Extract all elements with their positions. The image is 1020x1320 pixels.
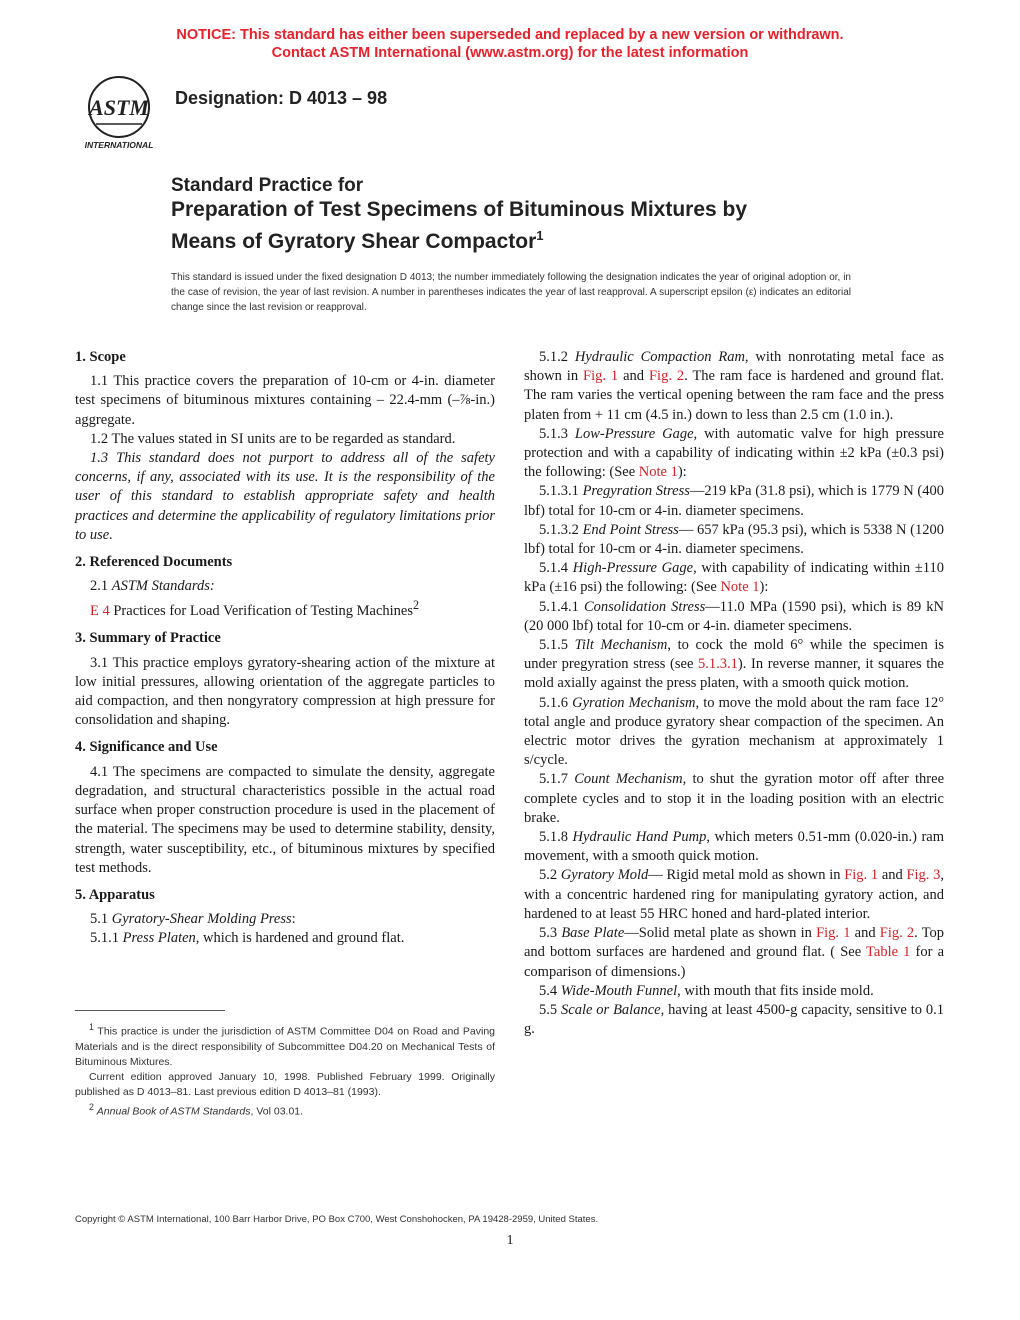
left-column bbox=[75, 348, 495, 949]
title-pre: Standard Practice for bbox=[171, 175, 364, 196]
notice-banner bbox=[0, 26, 1020, 62]
label: End Point Stress bbox=[582, 521, 679, 538]
para-5-1-4 bbox=[524, 559, 944, 597]
num: 5.1.4.1 bbox=[539, 598, 579, 615]
para-5-1-1-num: 5.1.1 bbox=[90, 930, 119, 947]
text: — 657 kPa (95.3 psi), which is 5338 N (1200 lbf) total for 10-cm or 4-in. diameter specimens. bbox=[524, 521, 944, 558]
section-summary-heading: 3. Summary of Practice bbox=[75, 630, 221, 647]
para-5-1-1-label: Press Platen bbox=[122, 930, 196, 947]
footnote-1-marker: 1 bbox=[89, 1022, 94, 1032]
text: , with capability of indicating within ±110 kPa (±16 psi) the following: (See bbox=[524, 560, 944, 596]
footnote-2-label: Annual Book of ASTM Standards bbox=[96, 1105, 251, 1117]
footnote-2-text: , Vol 03.01. bbox=[250, 1105, 304, 1117]
text: , to shut the gyration motor off after three complete cycles and to stop it in the loading position with an electric brake. bbox=[524, 771, 945, 826]
para-5-1 bbox=[75, 910, 495, 929]
para-5-1-2 bbox=[524, 348, 944, 425]
issuance-statement: This standard is issued under the fixed designation D 4013; the number immediately following the designation indicates the year of original adoption or, in the case of revision, the year of last revision. A number in parentheses indicates the year of last reapproval. A superscript epsilon (ε) indicates an editorial change since the last revision or reapproval. bbox=[171, 272, 851, 313]
title-line-2-text: Means of Gyratory Shear Compactor bbox=[171, 230, 537, 253]
section-scope-heading: 1. Scope bbox=[75, 349, 126, 365]
astm-logo bbox=[76, 74, 162, 154]
text: , with mouth that fits inside mold. bbox=[677, 982, 874, 999]
para-5-5 bbox=[524, 1001, 944, 1039]
page-number: 1 bbox=[506, 1233, 514, 1248]
footnote-1 bbox=[75, 1020, 495, 1070]
section-referenced-docs-heading: 2. Referenced Documents bbox=[75, 554, 233, 571]
num: 5.1.5 bbox=[539, 637, 568, 654]
text: , with automatic valve for high pressure protection and with a capability of indicating within ±2 kPa (±0.3 psi) the following: (See bbox=[524, 425, 944, 481]
para-5-1-label: Gyratory-Shear Molding Press bbox=[111, 911, 292, 928]
para-5-1-1 bbox=[75, 929, 495, 948]
designation: Designation: D 4013 – 98 bbox=[175, 88, 388, 108]
para-5-1-3-1 bbox=[524, 482, 944, 520]
para-2-1-label: ASTM Standards: bbox=[111, 578, 215, 595]
text: and bbox=[878, 867, 907, 884]
para-5-1-3 bbox=[524, 425, 944, 483]
note-1-link[interactable]: Note 1 bbox=[638, 464, 678, 481]
text: , to move the mold about the ram face 12° total angle and produce gyratory shear compaction of the specimen. An electric motor drives the gyration mechanism at approximately 1 s/cycle. bbox=[524, 694, 945, 769]
fig-1-link[interactable]: Fig. 1 bbox=[844, 867, 879, 884]
copyright: Copyright © ASTM International, 100 Barr Harbor Drive, PO Box C700, West Conshohocken, PA 19428-2959, United States. bbox=[75, 1214, 599, 1225]
fig-1-link[interactable]: Fig. 1 bbox=[816, 925, 851, 942]
num: 5.1.8 bbox=[539, 829, 568, 846]
label: Hydraulic Hand Pump bbox=[572, 829, 707, 846]
label: Count Mechanism bbox=[574, 771, 683, 788]
title-footnote-ref[interactable]: 1 bbox=[536, 228, 544, 243]
num: 5.1.3.1 bbox=[539, 483, 579, 500]
para-5-1-8 bbox=[524, 828, 944, 866]
fig-2-link[interactable]: Fig. 2 bbox=[879, 925, 915, 942]
text: . The ram face is hardened and ground flat. The ram varies the vertical opening between the ram face and the press platen from + 11 cm (4.5 in.) down to less than 2.5 cm (1.0 in.). bbox=[524, 368, 944, 423]
document-title bbox=[171, 175, 931, 255]
label: High-Pressure Gage bbox=[572, 560, 694, 577]
num: 5.5 bbox=[539, 1001, 558, 1018]
text: —219 kPa (31.8 psi), which is 1779 N (400 lbf) total for 10-cm or 4-in. diameter specimens. bbox=[524, 483, 944, 519]
num: 5.2 bbox=[539, 867, 558, 884]
para-5-3 bbox=[524, 924, 944, 982]
astm-logo-text: ASTM bbox=[89, 95, 149, 120]
para-2-1-num: 2.1 bbox=[90, 578, 109, 595]
section-significance-heading: 4. Significance and Use bbox=[75, 739, 218, 756]
fig-1-link[interactable]: Fig. 1 bbox=[583, 368, 619, 385]
label: Pregyration Stress bbox=[582, 483, 690, 500]
para-1-2: 1.2 The values stated in SI units are to be regarded as standard. bbox=[90, 430, 456, 447]
title-line-1: Preparation of Test Specimens of Bituminous Mixtures by bbox=[171, 198, 748, 221]
reference-e4-text: Practices for Load Verification of Testing Machines bbox=[109, 603, 413, 620]
text: for a comparison of dimensions.) bbox=[524, 944, 945, 980]
para-1-3-text: 1.3 This standard does not purport to address all of the safety concerns, if any, associated with its use. It is the responsibility of the user of this standard to establish appropriate safety and health practices and determine the applicability of regulatory limitations prior to use. bbox=[75, 450, 495, 543]
fig-2-link[interactable]: Fig. 2 bbox=[648, 368, 685, 385]
text: , with nonrotating metal face as shown in bbox=[524, 349, 945, 385]
reference-e4-footnote-ref[interactable]: 2 bbox=[413, 598, 420, 613]
num: 5.1.7 bbox=[539, 771, 568, 788]
astm-logo-subtext: INTERNATIONAL bbox=[84, 140, 154, 150]
text: ): bbox=[677, 464, 687, 481]
label: Gyration Mechanism bbox=[572, 694, 696, 711]
para-5-1-1-text: , which is hardened and ground flat. bbox=[195, 930, 405, 947]
label: Wide-Mouth Funnel bbox=[560, 982, 678, 999]
para-5-1-6 bbox=[524, 694, 944, 771]
label: Consolidation Stress bbox=[583, 598, 706, 615]
table-1-link[interactable]: Table 1 bbox=[866, 944, 911, 961]
para-5-1-3-2 bbox=[524, 521, 944, 559]
text: . Top and bottom surfaces are hardened and ground flat. ( See bbox=[524, 925, 945, 961]
para-5-2 bbox=[524, 866, 944, 924]
footnote-1-text: This practice is under the jurisdiction of ASTM Committee D04 on Road and Paving Materials and is the direct responsibility of Subcommittee D04.20 on Mechanical Tests of Bituminous Mixtures. bbox=[75, 1025, 495, 1068]
para-4-1: 4.1 The specimens are compacted to simulate the density, aggregate degradation, and structural characteristics possible in the actual road surface when proper construction procedure is used in the placement of the material. The specimens may be used to determine stability, density, strength, water susceptibility, etc., of bituminous mixtures by specified test methods. bbox=[75, 763, 495, 876]
section-apparatus-heading: 5. Apparatus bbox=[75, 886, 155, 903]
text: ): bbox=[759, 579, 769, 596]
text: and bbox=[618, 368, 649, 385]
num: 5.3 bbox=[539, 925, 558, 942]
notice-line-2: Contact ASTM International (www.astm.org) for the latest information bbox=[271, 45, 749, 61]
fig-3-link[interactable]: Fig. 3 bbox=[906, 867, 941, 884]
para-5-1-7 bbox=[524, 770, 944, 828]
num: 5.1.3 bbox=[539, 425, 568, 442]
para-5-1-5 bbox=[524, 636, 944, 694]
num: 5.1.6 bbox=[539, 694, 568, 711]
para-5-1-end: : bbox=[291, 911, 296, 928]
footnote-2-marker: 2 bbox=[89, 1101, 94, 1112]
label: Scale or Balance bbox=[561, 1001, 661, 1018]
section-5-1-3-1-link[interactable]: 5.1.3.1 bbox=[698, 656, 738, 673]
num: 5.1.3.2 bbox=[539, 521, 579, 538]
notice-line-1: NOTICE: This standard has either been superseded and replaced by a new version or withdrawn. bbox=[176, 27, 844, 43]
para-2-1 bbox=[75, 577, 495, 596]
footnotes bbox=[75, 1020, 495, 1119]
title-line-2 bbox=[171, 223, 931, 255]
num: 5.1.2 bbox=[539, 349, 568, 365]
para-5-4 bbox=[524, 982, 944, 1001]
para-3-1: 3.1 This practice employs gyratory-shearing action of the mixture at low initial pressures, allowing orientation of the aggregate particles to aid compaction, and then nongyratory compression at high pressure for consolidation and shaping. bbox=[75, 654, 495, 729]
text: , having at least 4500-g capacity, sensitive to 0.1 g. bbox=[524, 1001, 944, 1038]
label: Hydraulic Compaction Ram bbox=[574, 349, 745, 365]
text: , which meters 0.51-mm (0.020-in.) ram movement, with a smooth quick motion. bbox=[524, 829, 944, 865]
text: ). In reverse manner, it squares the mold axially against the press platen, with a smooth quick motion. bbox=[524, 656, 944, 692]
para-1-3 bbox=[75, 449, 495, 545]
label: Tilt Mechanism bbox=[574, 637, 668, 654]
text: , with a concentric hardened ring for manipulating gyratory action, and hardened to at least 55 HRC honed and hard-plated interior. bbox=[524, 867, 944, 922]
note-1-link[interactable]: Note 1 bbox=[720, 579, 760, 596]
para-5-1-num: 5.1 bbox=[90, 911, 109, 928]
text: —11.0 MPa (1590 psi), which is 89 kN (20 000 lbf) total for 10-cm or 4-in. diameter specimens. bbox=[524, 598, 944, 634]
text: , to cock the mold 6° while the specimen is under pregyration stress (see bbox=[524, 637, 945, 673]
reference-e4-link[interactable]: E 4 bbox=[90, 603, 110, 620]
text: and bbox=[850, 925, 880, 942]
para-5-1-4-1 bbox=[524, 598, 944, 636]
label: Gyratory Mold bbox=[560, 867, 649, 884]
label: Base Plate bbox=[561, 925, 625, 942]
para-1-1: 1.1 This practice covers the preparation of 10-cm or 4-in. diameter test specimens of bituminous mixtures containing – 22.4-mm (–⅞-in.) aggregate. bbox=[75, 373, 495, 428]
reference-e4 bbox=[75, 596, 495, 621]
right-column bbox=[524, 348, 944, 1039]
label: Low-Pressure Gage bbox=[574, 425, 694, 442]
footnote-2 bbox=[75, 1100, 495, 1120]
num: 5.4 bbox=[539, 982, 558, 999]
text: —Solid metal plate as shown in bbox=[624, 925, 817, 942]
num: 5.1.4 bbox=[539, 560, 568, 577]
footnote-1b: Current edition approved January 10, 1998. Published February 1999. Originally published as D 4013–81. Last previous edition D 4013–81 (1993). bbox=[75, 1070, 495, 1098]
text: — Rigid metal mold as shown in bbox=[648, 867, 845, 884]
footnote-divider bbox=[75, 1010, 225, 1011]
